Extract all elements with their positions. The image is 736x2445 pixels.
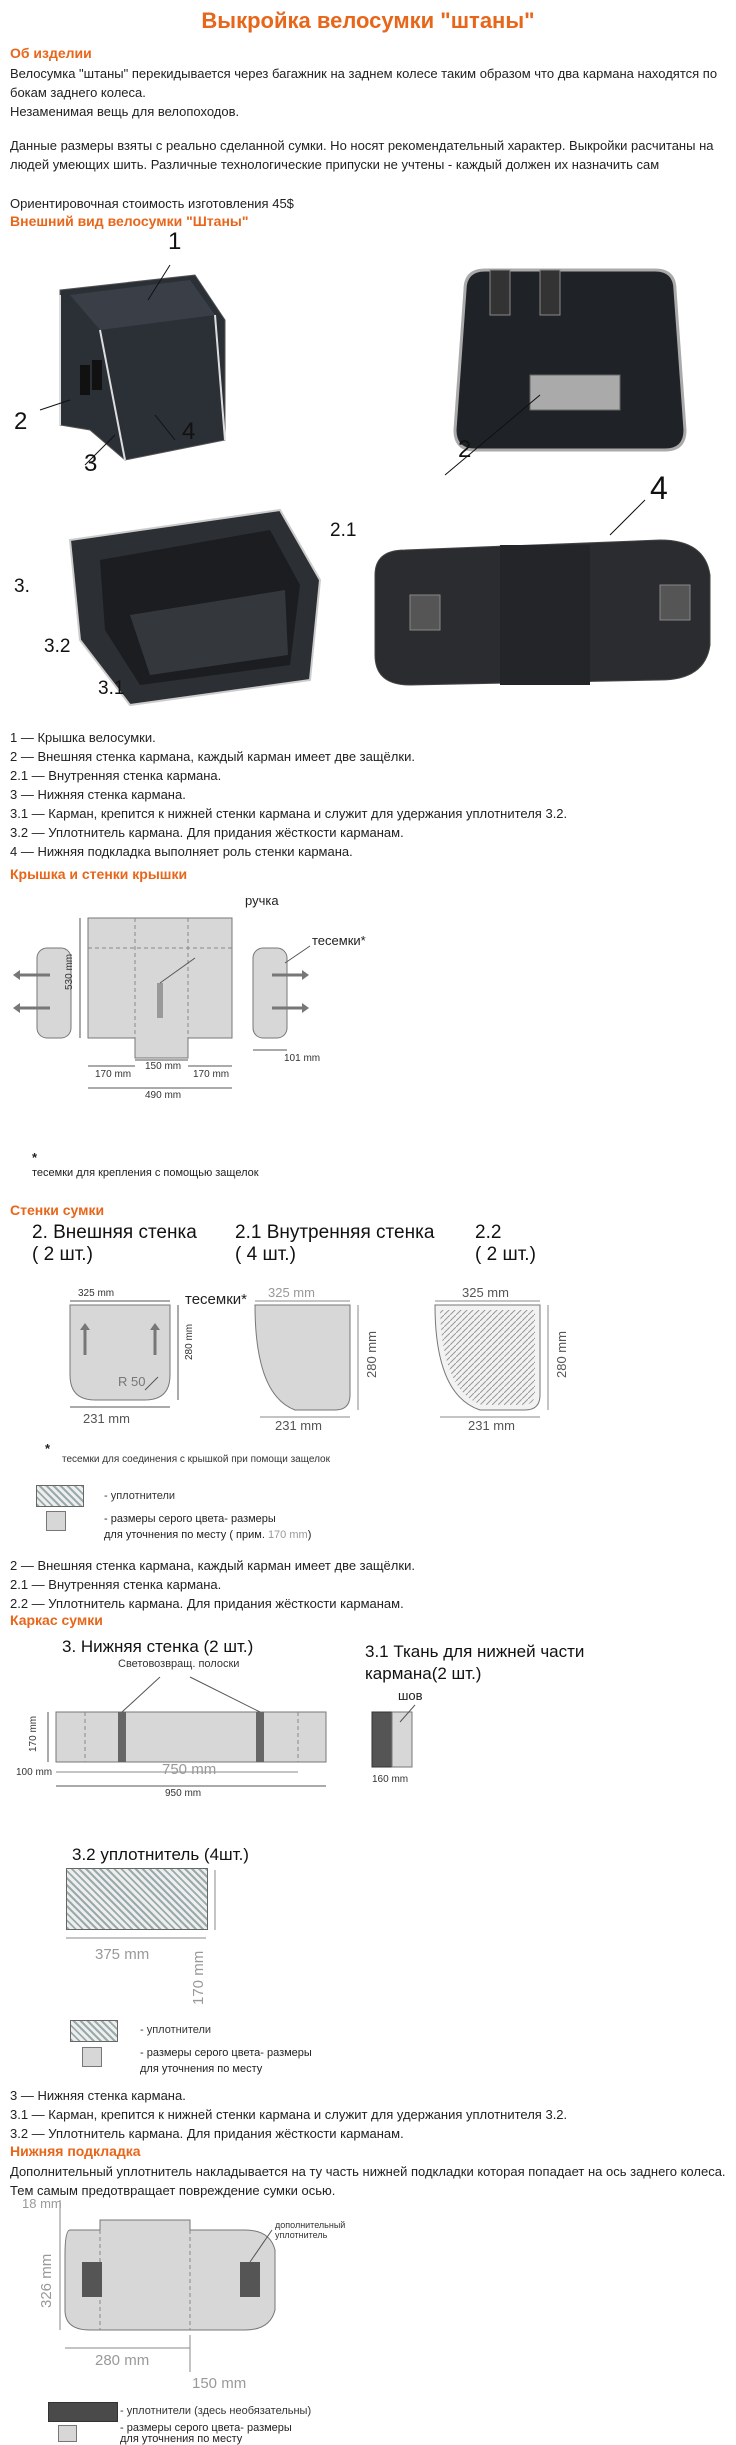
- page-title: Выкройка велосумки "штаны": [201, 8, 535, 33]
- legend-item: 3.2 — Уплотнитель кармана. Для придания жёсткости карманам.: [10, 825, 404, 840]
- lid-dim-170-left: 170 mm: [95, 1069, 132, 1080]
- walls-gray-legend-1: - размеры серого цвета- размеры: [104, 1513, 276, 1525]
- frame-gray-legend-1: - размеры серого цвета- размеры: [140, 2047, 312, 2059]
- lid-handle-label: ручка: [245, 893, 279, 908]
- walls-heading: Стенки сумки: [10, 1202, 105, 1218]
- frame-dim-950: 950 mm: [165, 1788, 202, 1799]
- lining-dim-18: 18 mm: [22, 2196, 62, 2211]
- wall22-sub: ( 2 шт.): [475, 1244, 536, 1265]
- walls-text-item: 2 — Внешняя стенка кармана, каждый карман имеет две защёлки.: [10, 1558, 415, 1573]
- wall2-dim-231: 231 mm: [83, 1411, 130, 1426]
- wall21-sub: ( 4 шт.): [235, 1244, 296, 1265]
- frame-dim-170: 170 mm: [28, 1715, 39, 1752]
- about-heading: Об изделии: [10, 45, 92, 61]
- photo-label-3-2: 3.2: [44, 636, 71, 657]
- frame-gray-legend-2: для уточнения по месту: [140, 2063, 263, 2075]
- lid-dim-490: 490 mm: [145, 1090, 182, 1101]
- walls-note: тесемки для соединения с крышкой при помощи защелок: [62, 1454, 330, 1465]
- lining-gray-legend-2: для уточнения по месту: [120, 2433, 243, 2445]
- photo-label-3: 3: [84, 450, 98, 477]
- legend-item: 1 — Крышка велосумки.: [10, 730, 156, 745]
- legend-item: 4 — Нижняя подкладка выполняет роль стенки кармана.: [10, 844, 353, 859]
- photo-label-3-dot: 3.: [14, 576, 30, 597]
- lid-heading: Крышка и стенки крышки: [10, 866, 188, 882]
- frame-reflector-label: Световозвращ. полоски: [118, 1658, 240, 1670]
- lining-gray-swatch: [58, 2425, 77, 2442]
- frame-dim-100: 100 mm: [16, 1767, 53, 1778]
- legend-item: 3.1 — Карман, крепится к нижней стенки кармана и служит для удержания уплотнителя 3.2.: [10, 806, 568, 821]
- frame-seal-swatch: [70, 2020, 118, 2042]
- frame-gray-swatch: [82, 2047, 102, 2067]
- wall2-dim-325: 325 mm: [78, 1288, 115, 1299]
- lining-seal-legend: - уплотнители (здесь необязательны): [120, 2405, 312, 2417]
- frame-seal-dim-170: 170 mm: [190, 1950, 207, 2005]
- wall21-dim-231: 231 mm: [275, 1418, 322, 1433]
- walls-gray-legend-end: ): [307, 1529, 312, 1541]
- lining-dim-150: 150 mm: [192, 2375, 247, 2392]
- lining-heading: Нижняя подкладка: [10, 2143, 141, 2159]
- about-paragraph-1: Велосумка "штаны" перекидывается через багажник на заднем колесе таким образом что два кармана находятся по бокам заднего колеса.: [10, 66, 718, 100]
- wall22-title: 2.2: [475, 1222, 502, 1243]
- lid-note: тесемки для крепления с помощью защелок: [32, 1167, 259, 1179]
- frame-text-item: 3 — Нижняя стенка кармана.: [10, 2088, 186, 2103]
- lining-dim-326: 326 mm: [38, 2253, 55, 2308]
- wall21-title: 2.1 Внутренняя стенка: [235, 1222, 435, 1243]
- frame-seal-title: 3.2 уплотнитель (4шт.): [72, 1845, 249, 1864]
- legend-item: 3 — Нижняя стенка кармана.: [10, 787, 186, 802]
- lining-text: Дополнительный уплотнитель накладывается на ту часть нижней подкладки которая попадает на ось заднего колеса. Тем самым предотвращает повреждение сумки осью.: [10, 2164, 726, 2198]
- walls-pattern-diagram: [60, 1285, 700, 1435]
- legend-item: 2 — Внешняя стенка кармана, каждый карман имеет две защёлки.: [10, 749, 415, 764]
- lining-seal-swatch: [48, 2402, 118, 2422]
- frame-fabric-title-1: 3.1 Ткань для нижней части: [365, 1642, 585, 1661]
- frame-seal-legend: - уплотнители: [140, 2024, 212, 2036]
- frame-seal-diagram: [66, 1868, 208, 1930]
- wall21-dim-280: 280 mm: [364, 1331, 379, 1378]
- wall22-dim-231: 231 mm: [468, 1418, 515, 1433]
- frame-fabric-title-2: кармана(2 шт.): [365, 1664, 482, 1683]
- lid-dim-530: 530 mm: [64, 953, 75, 990]
- wall22-dim-280: 280 mm: [554, 1331, 569, 1378]
- lining-dim-280: 280 mm: [95, 2352, 150, 2369]
- walls-text: [10, 1556, 415, 1613]
- walls-straps-label: тесемки*: [185, 1291, 247, 1308]
- walls-gray-legend-2: [104, 1527, 311, 1543]
- wall2-dim-280: 280 mm: [184, 1323, 195, 1360]
- lid-dim-150: 150 mm: [145, 1061, 182, 1072]
- lining-gray-legend-1: - размеры серого цвета- размеры: [120, 2422, 292, 2434]
- walls-seal-legend: - уплотнители: [104, 1490, 176, 1502]
- photo-label-2: 2: [14, 408, 28, 435]
- lining-extra-1: дополнительный: [275, 2220, 346, 2230]
- lid-straps-label: тесемки*: [312, 933, 366, 948]
- frame-seam-label: шов: [398, 1688, 423, 1703]
- frame-text: [10, 2086, 567, 2143]
- legend-list: [10, 728, 567, 861]
- lid-dim-101: 101 mm: [284, 1053, 321, 1064]
- lining-extra-2: уплотнитель: [275, 2230, 328, 2240]
- walls-gray-swatch: [46, 1511, 66, 1531]
- frame-text-item: 3.1 — Карман, крепится к нижней стенки кармана и служит для удержания уплотнителя 3.2.: [10, 2107, 568, 2122]
- about-cost: Ориентировочная стоимость изготовления 45$: [10, 196, 294, 211]
- walls-text-item: 2.1 — Внутренняя стенка кармана.: [10, 1577, 222, 1592]
- walls-seal-swatch: [36, 1485, 84, 1507]
- wall2-title: 2. Внешняя стенка: [32, 1222, 197, 1243]
- photo-bottom-lining: [360, 505, 730, 705]
- wall2-sub: ( 2 шт.): [32, 1244, 93, 1265]
- wall22-dim-325: 325 mm: [462, 1285, 509, 1300]
- photo-label-3-1: 3.1: [98, 678, 125, 699]
- photo-label-front-2: 2: [458, 436, 472, 463]
- photo-label-lining-4: 4: [650, 470, 668, 506]
- frame-gray-legend: [140, 2045, 312, 2077]
- photo-label-4: 4: [182, 418, 196, 445]
- walls-text-item: 2.2 — Уплотнитель кармана. Для придания жёсткости карманам.: [10, 1596, 404, 1611]
- walls-gray-legend: [104, 1511, 311, 1543]
- wall21-dim-325: 325 mm: [268, 1285, 315, 1300]
- frame-dim-750: 750 mm: [162, 1761, 217, 1778]
- lining-gray-legend: [120, 2423, 292, 2445]
- walls-gray-legend-2-text: для уточнения по месту ( прим.: [104, 1529, 268, 1541]
- photo-bag-side: [20, 235, 290, 485]
- frame-text-item: 3.2 — Уплотнитель кармана. Для придания жёсткости карманам.: [10, 2126, 404, 2141]
- lid-note-star: *: [32, 1150, 38, 1165]
- wall2-dim-r50: R 50: [118, 1374, 146, 1389]
- photo-label-2-1: 2.1: [330, 520, 357, 541]
- frame-seal-dim-375: 375 mm: [95, 1946, 150, 1963]
- about-paragraph-1b: Незаменимая вещь для велопоходов.: [10, 104, 240, 119]
- photo-label-1: 1: [168, 228, 182, 255]
- legend-item: 2.1 — Внутренняя стенка кармана.: [10, 768, 222, 783]
- frame-fabric-dim-160: 160 mm: [372, 1774, 409, 1785]
- about-paragraph-2: Данные размеры взяты с реально сделанной сумки. Но носят рекомендательный характер. Выкройки расчитаны на людей умеющих шить. Различные технологические припуски не учтены - каждый должен их назначить сам: [10, 138, 714, 172]
- walls-note-star: *: [45, 1441, 51, 1456]
- frame-bottom-title: 3. Нижняя стенка (2 шт.): [62, 1637, 254, 1656]
- frame-heading: Каркас сумки: [10, 1612, 103, 1628]
- appearance-heading: Внешний вид велосумки "Штаны": [10, 213, 249, 229]
- walls-gray-legend-value: 170 mm: [267, 1529, 308, 1541]
- lid-dim-170-right: 170 mm: [193, 1069, 230, 1080]
